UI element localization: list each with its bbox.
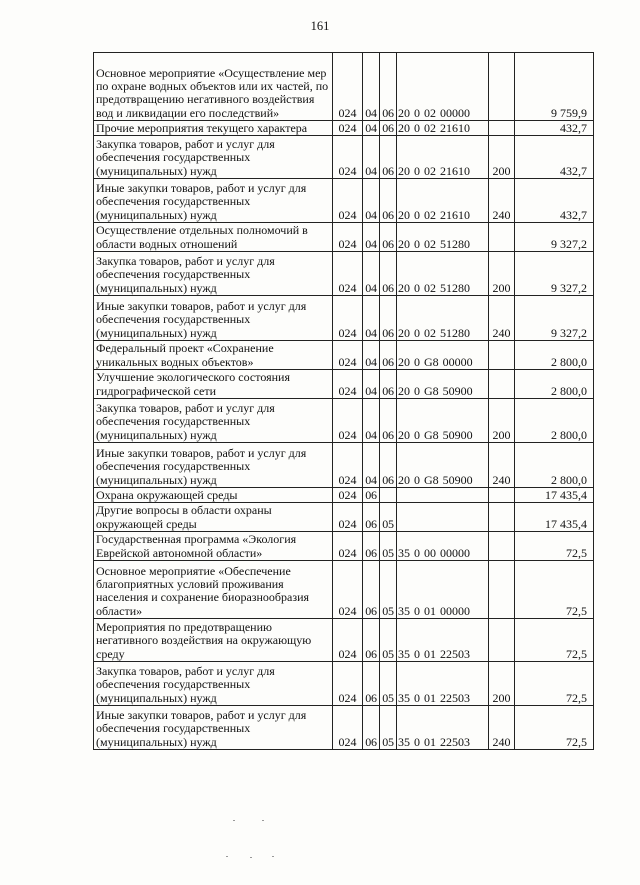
cell-name: Закупка товаров, работ и услуг для обеспечения государственных (муниципальных) нужд [94,136,333,179]
cell-sum: 72,5 [515,662,594,706]
cell-name: Закупка товаров, работ и услуг для обеспечения государственных (муниципальных) нужд [94,662,333,706]
table-row [94,223,594,252]
cell-vr [489,532,515,561]
cell-sum: 72,5 [515,532,594,561]
cell-gr: 024 [333,121,363,136]
table-row [94,532,594,561]
cell-csr: 20 0 02 51280 [397,223,489,252]
cell-gr: 024 [333,443,363,488]
table-row [94,370,594,399]
cell-gr: 024 [333,252,363,296]
cell-gr: 024 [333,223,363,252]
cell-sum: 72,5 [515,706,594,750]
cell-csr: 35 0 01 22503 [397,662,489,706]
cell-vr [489,488,515,503]
cell-pr: 06 [380,296,397,341]
cell-csr: 20 0 02 51280 [397,296,489,341]
cell-sum: 2 800,0 [515,443,594,488]
table-row [94,561,594,619]
cell-rz: 04 [363,179,380,223]
cell-vr: 240 [489,179,515,223]
cell-gr: 024 [333,399,363,443]
cell-csr [397,503,489,532]
scan-speck [250,857,252,858]
cell-name: Федеральный проект «Сохранение уникальных водных объектов» [94,341,333,370]
cell-vr: 240 [489,296,515,341]
cell-gr: 024 [333,706,363,750]
cell-csr: 35 0 01 22503 [397,706,489,750]
cell-csr: 20 0 02 21610 [397,136,489,179]
cell-rz: 06 [363,706,380,750]
cell-pr: 06 [380,136,397,179]
cell-pr: 06 [380,53,397,121]
cell-name: Иные закупки товаров, работ и услуг для обеспечения государственных (муниципальных) нужд [94,706,333,750]
cell-rz: 04 [363,121,380,136]
cell-vr [489,503,515,532]
cell-pr: 05 [380,662,397,706]
table-row [94,662,594,706]
page-number: 161 [310,19,330,33]
table-row [94,619,594,662]
cell-csr: 35 0 00 00000 [397,532,489,561]
cell-gr: 024 [333,296,363,341]
cell-vr [489,561,515,619]
cell-pr: 06 [380,121,397,136]
cell-sum: 9 327,2 [515,252,594,296]
table-row [94,443,594,488]
cell-csr: 20 0 G8 00000 [397,341,489,370]
cell-gr: 024 [333,53,363,121]
cell-sum: 9 759,9 [515,53,594,121]
cell-pr: 06 [380,179,397,223]
cell-pr: 05 [380,706,397,750]
cell-csr [397,488,489,503]
cell-vr: 200 [489,399,515,443]
cell-name: Государственная программа «Экология Еврейской автономной области» [94,532,333,561]
cell-sum: 17 435,4 [515,503,594,532]
cell-rz: 04 [363,53,380,121]
cell-rz: 04 [363,399,380,443]
table-row [94,296,594,341]
cell-rz: 06 [363,662,380,706]
table-row [94,136,594,179]
cell-name: Охрана окружающей среды [94,488,333,503]
cell-name: Иные закупки товаров, работ и услуг для обеспечения государственных (муниципальных) нужд [94,179,333,223]
cell-vr [489,121,515,136]
cell-vr: 240 [489,706,515,750]
table-row [94,179,594,223]
cell-gr: 024 [333,619,363,662]
cell-csr: 35 0 01 00000 [397,561,489,619]
cell-sum: 9 327,2 [515,296,594,341]
cell-rz: 04 [363,136,380,179]
cell-gr: 024 [333,179,363,223]
cell-vr [489,53,515,121]
table-row [94,252,594,296]
cell-gr: 024 [333,503,363,532]
scan-speck [262,820,264,821]
cell-name: Другие вопросы в области охраны окружающей среды [94,503,333,532]
cell-name: Основное мероприятие «Осуществление мер по охране водных объектов или их частей, по предотвращению негативного воздействия вод и ликвидации его последствий» [94,53,333,121]
cell-sum: 72,5 [515,561,594,619]
scan-speck [226,856,228,857]
cell-csr: 20 0 G8 50900 [397,443,489,488]
cell-pr: 05 [380,619,397,662]
table-row [94,706,594,750]
cell-rz: 06 [363,561,380,619]
cell-vr: 200 [489,662,515,706]
cell-gr: 024 [333,136,363,179]
cell-name: Иные закупки товаров, работ и услуг для обеспечения государственных (муниципальных) нужд [94,443,333,488]
table-row [94,488,594,503]
cell-rz: 06 [363,503,380,532]
cell-csr: 20 0 02 51280 [397,252,489,296]
cell-vr [489,341,515,370]
cell-rz: 04 [363,252,380,296]
cell-csr: 20 0 G8 50900 [397,370,489,399]
cell-pr: 06 [380,399,397,443]
cell-name: Осуществление отдельных полномочий в области водных отношений [94,223,333,252]
cell-rz: 04 [363,296,380,341]
cell-pr: 06 [380,370,397,399]
cell-rz: 06 [363,619,380,662]
cell-name: Мероприятия по предотвращению негативного воздействия на окружающую среду [94,619,333,662]
cell-rz: 04 [363,223,380,252]
cell-pr: 05 [380,561,397,619]
cell-pr: 05 [380,503,397,532]
cell-rz: 04 [363,370,380,399]
cell-sum: 72,5 [515,619,594,662]
cell-vr: 200 [489,136,515,179]
cell-rz: 06 [363,488,380,503]
table-row [94,341,594,370]
cell-vr [489,370,515,399]
cell-vr: 240 [489,443,515,488]
cell-gr: 024 [333,488,363,503]
cell-gr: 024 [333,662,363,706]
cell-pr: 06 [380,443,397,488]
cell-pr: 06 [380,252,397,296]
cell-name: Прочие мероприятия текущего характера [94,121,333,136]
cell-vr [489,223,515,252]
cell-rz: 04 [363,341,380,370]
table-row [94,121,594,136]
cell-sum: 432,7 [515,179,594,223]
cell-csr: 20 0 02 21610 [397,179,489,223]
cell-gr: 024 [333,561,363,619]
cell-name: Закупка товаров, работ и услуг для обеспечения государственных (муниципальных) нужд [94,252,333,296]
cell-pr: 06 [380,223,397,252]
cell-rz: 06 [363,532,380,561]
scan-speck [233,820,235,821]
cell-name: Улучшение экологического состояния гидрографической сети [94,370,333,399]
cell-gr: 024 [333,341,363,370]
cell-sum: 17 435,4 [515,488,594,503]
cell-sum: 432,7 [515,121,594,136]
cell-vr [489,619,515,662]
cell-name: Иные закупки товаров, работ и услуг для обеспечения государственных (муниципальных) нужд [94,296,333,341]
cell-csr: 20 0 02 21610 [397,121,489,136]
cell-sum: 432,7 [515,136,594,179]
cell-csr: 20 0 02 00000 [397,53,489,121]
budget-table [93,52,594,750]
table-row [94,53,594,121]
cell-vr: 200 [489,252,515,296]
table-row [94,503,594,532]
cell-name: Закупка товаров, работ и услуг для обеспечения государственных (муниципальных) нужд [94,399,333,443]
cell-rz: 04 [363,443,380,488]
cell-sum: 2 800,0 [515,399,594,443]
table-row [94,399,594,443]
cell-gr: 024 [333,532,363,561]
cell-sum: 9 327,2 [515,223,594,252]
cell-pr: 06 [380,341,397,370]
cell-sum: 2 800,0 [515,341,594,370]
cell-name: Основное мероприятие «Обеспечение благоприятных условий проживания населения и сохранение биоразнообразия области» [94,561,333,619]
cell-csr: 20 0 G8 50900 [397,399,489,443]
cell-gr: 024 [333,370,363,399]
cell-pr [380,488,397,503]
scan-speck [272,856,274,857]
cell-sum: 2 800,0 [515,370,594,399]
cell-pr: 05 [380,532,397,561]
cell-csr: 35 0 01 22503 [397,619,489,662]
